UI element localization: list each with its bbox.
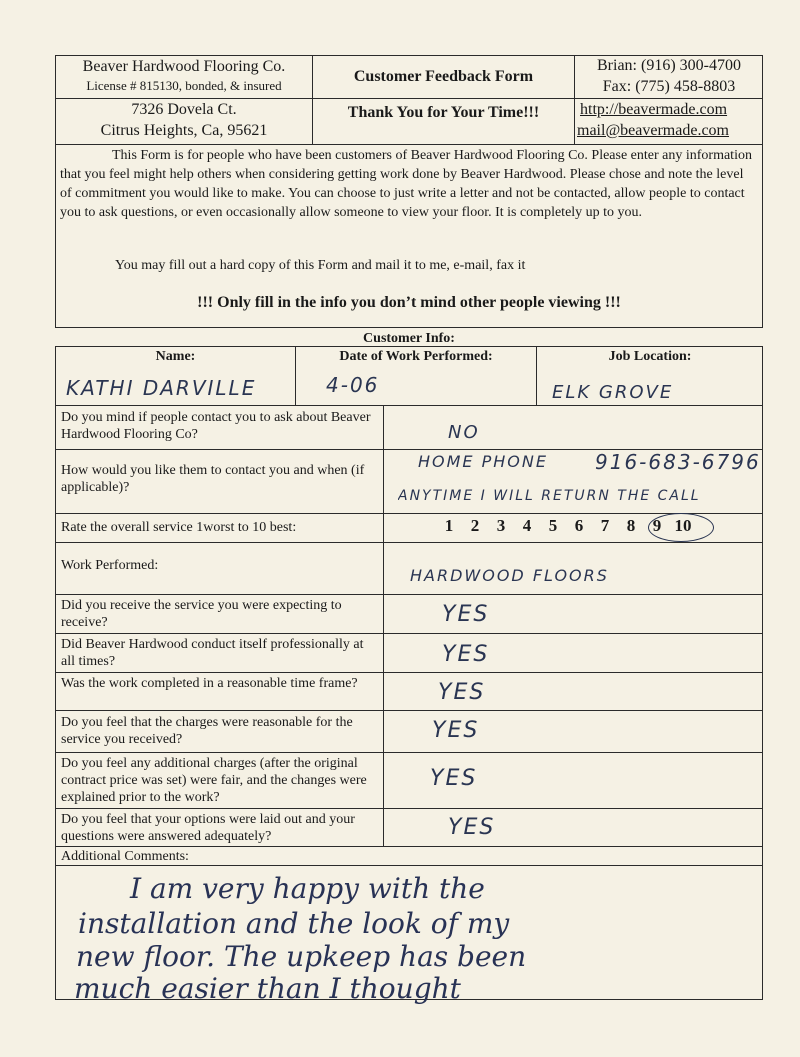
website-link[interactable]: http://beavermade.com xyxy=(580,101,728,118)
work-performed-answer: HARDWOOD FLOORS xyxy=(410,566,609,585)
question-contact-mind: Do you mind if people contact you to ask about Beaver Hardwood Flooring Co? xyxy=(61,410,371,442)
question-options: Do you feel that your options were laid out and your questions were answered adequately? xyxy=(61,812,355,844)
answer-professional: YES xyxy=(442,642,490,667)
thank-you-text: Thank You for Your Time!!! xyxy=(347,104,540,121)
comment-line-3: new floor. The upkeep has been xyxy=(76,940,527,973)
answer-options: YES xyxy=(448,815,496,840)
email-link[interactable]: mail@beavermade.com xyxy=(577,122,729,139)
comment-line-2: installation and the look of my xyxy=(78,907,510,940)
rating-4[interactable]: 4 xyxy=(522,516,532,535)
answer-expected-service: YES xyxy=(442,602,490,627)
rating-label: Rate the overall service 1worst to 10 best: xyxy=(61,520,297,535)
rating-10[interactable]: 10 xyxy=(674,516,692,535)
rating-3[interactable]: 3 xyxy=(496,516,506,535)
rating-5[interactable]: 5 xyxy=(548,516,558,535)
rating-7[interactable]: 7 xyxy=(600,516,610,535)
customer-info-title: Customer Info: xyxy=(363,331,455,346)
location-value: ELK GROVE xyxy=(552,382,674,403)
mail-note: You may fill out a hard copy of this Form and mail it to me, e-mail, fax it xyxy=(115,258,526,273)
question-charges: Do you feel that the charges were reasonable for the service you received? xyxy=(61,715,353,747)
street-address: 7326 Dovela Ct. xyxy=(131,101,237,118)
name-label: Name: xyxy=(155,349,196,364)
rating-9[interactable]: 9 xyxy=(652,516,662,535)
rating-1[interactable]: 1 xyxy=(444,516,454,535)
answer-additional-charges: YES xyxy=(430,766,478,791)
answer-charges: YES xyxy=(432,718,480,743)
intro-paragraph: This Form is for people who have been customers of Beaver Hardwood Flooring Co. Please enter any information that you feel might help others when considering getting work done by Beaver Hardwood. Please chose and note the level of commitment you would like to make. You can choose to just write a letter and not be contacted, allow people to contact you to ask questions, or even occasionally allow someone to view your floor. It is completely up to you. xyxy=(60,148,752,220)
rating-8[interactable]: 8 xyxy=(626,516,636,535)
comment-line-1: I am very happy with the xyxy=(130,872,485,905)
date-value: 4-06 xyxy=(326,373,380,397)
fax-number: Fax: (775) 458-8803 xyxy=(602,78,736,95)
answer-contact-phone: 916-683-6796 xyxy=(595,450,761,474)
rating-selection-circle xyxy=(648,513,714,542)
question-additional-charges: Do you feel any additional charges (after the original contract price was set) were fair, and the changes were explained prior to the work? xyxy=(61,756,367,805)
question-timeframe: Was the work completed in a reasonable time frame? xyxy=(61,676,358,691)
question-professional: Did Beaver Hardwood conduct itself professionally at all times? xyxy=(61,637,364,669)
form-title: Customer Feedback Form xyxy=(353,68,534,85)
comment-line-4: much easier than I thought xyxy=(74,972,461,1005)
rating-6[interactable]: 6 xyxy=(574,516,584,535)
answer-contact-how-2: ANYTIME I WILL RETURN THE CALL xyxy=(398,488,701,504)
license-info: License # 815130, bonded, & insured xyxy=(86,78,282,93)
phone-number: Brian: (916) 300-4700 xyxy=(597,57,741,74)
question-expected-service: Did you receive the service you were expecting to receive? xyxy=(61,598,342,630)
privacy-warning: !!! Only fill in the info you don’t mind other people viewing !!! xyxy=(197,294,621,311)
rating-2[interactable]: 2 xyxy=(470,516,480,535)
answer-timeframe: YES xyxy=(438,680,486,705)
company-name: Beaver Hardwood Flooring Co. xyxy=(82,58,286,75)
question-contact-how: How would you like them to contact you and when (if applicable)? xyxy=(61,463,365,495)
city-address: Citrus Heights, Ca, 95621 xyxy=(100,122,268,139)
answer-contact-how-1: HOME PHONE xyxy=(418,452,548,471)
comments-label: Additional Comments: xyxy=(61,849,189,864)
location-label: Job Location: xyxy=(608,349,692,364)
answer-contact-mind: NO xyxy=(448,422,480,443)
name-value: KATHI DARVILLE xyxy=(66,376,257,400)
date-label: Date of Work Performed: xyxy=(339,349,493,364)
work-performed-label: Work Performed: xyxy=(61,558,159,573)
